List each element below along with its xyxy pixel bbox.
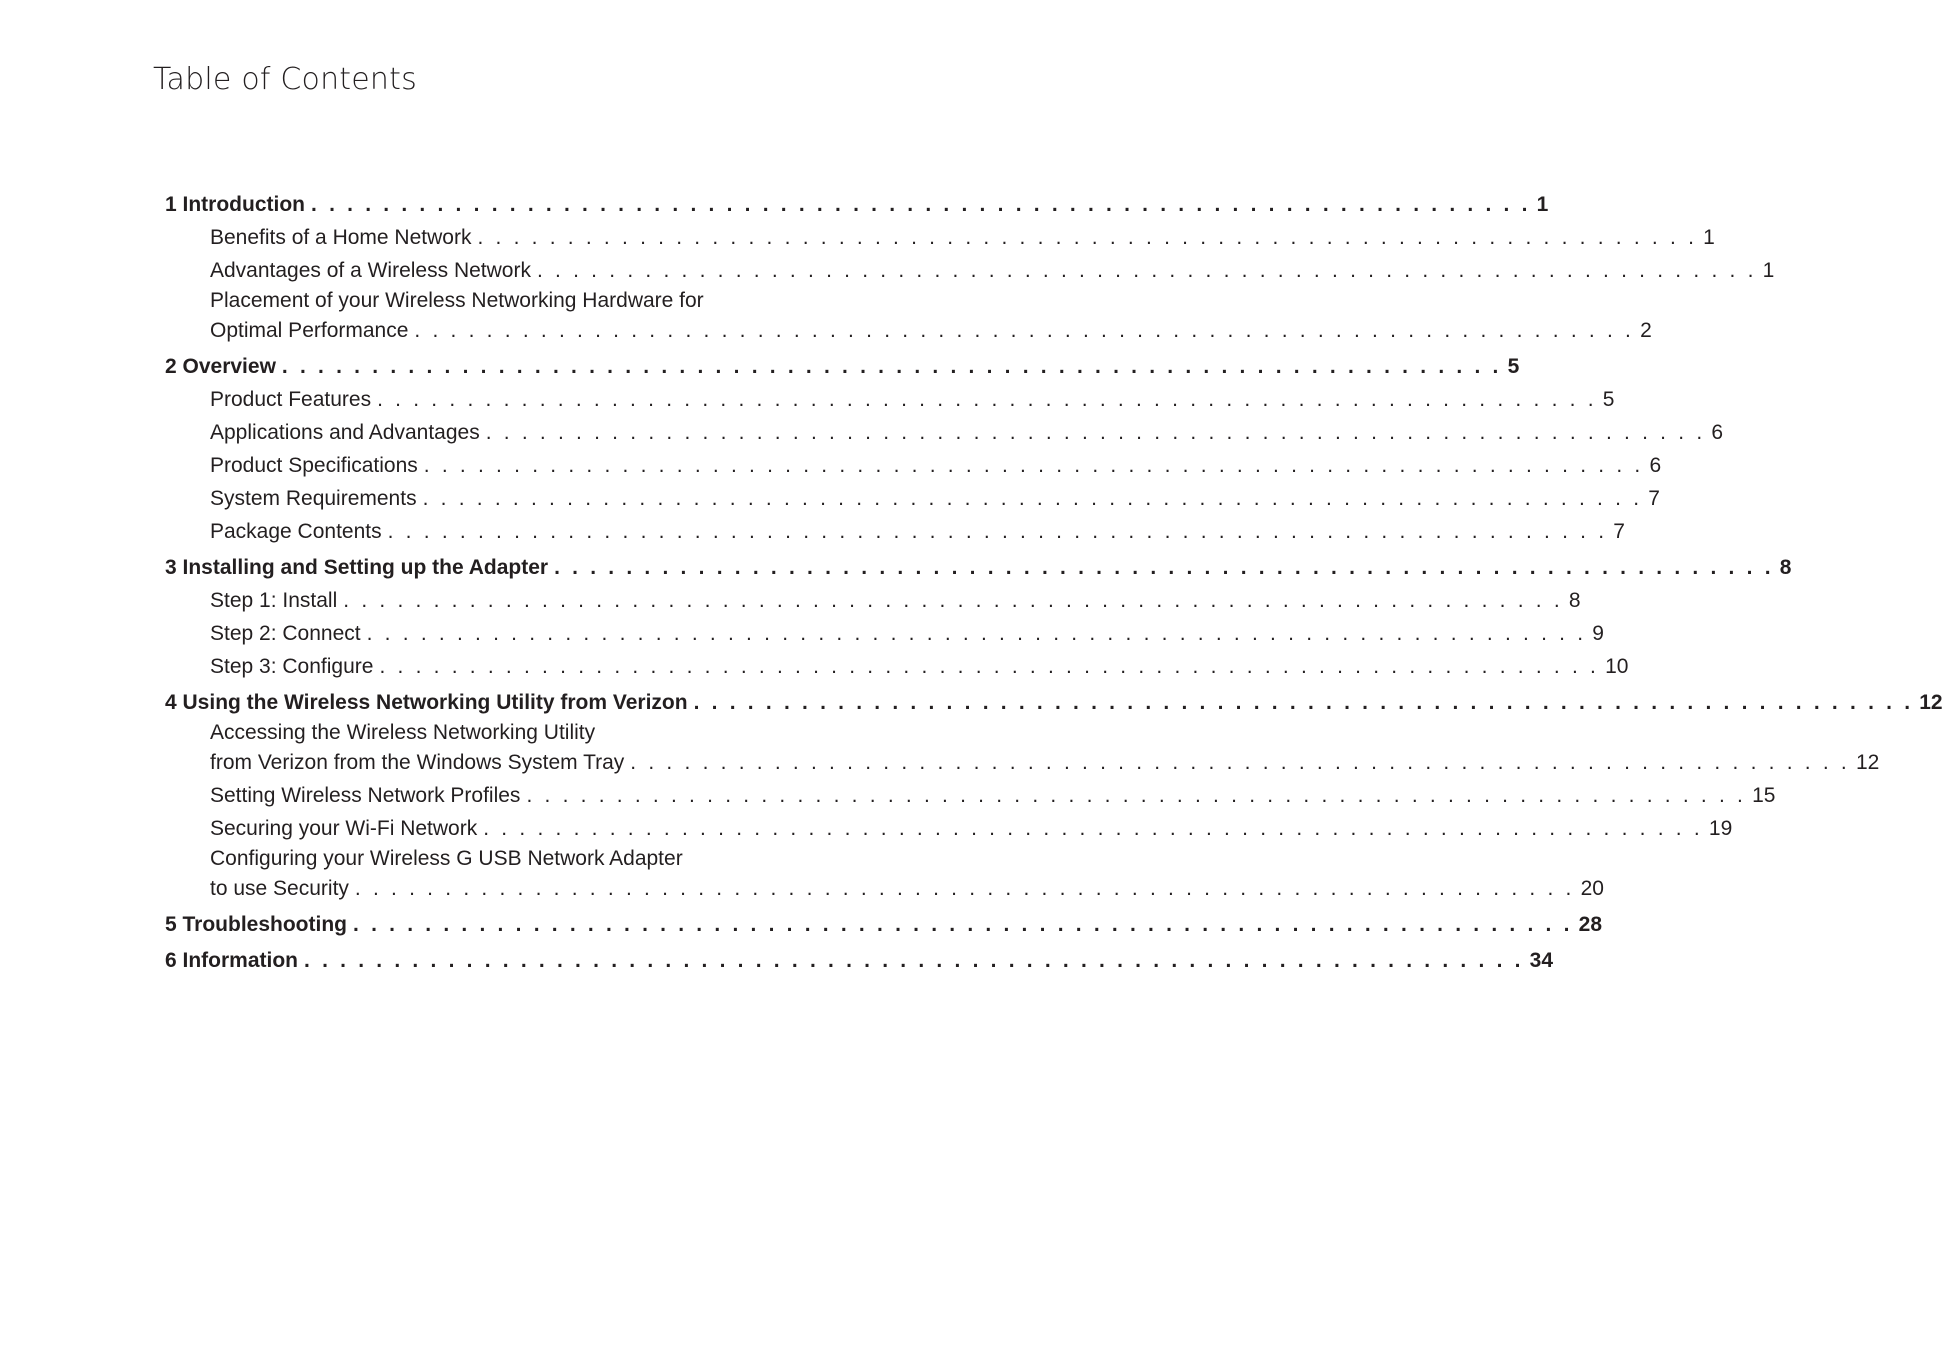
toc-entry-label: Step 2: Connect [210,622,361,645]
toc-entry-label: to use Security [210,877,349,900]
toc-section-entry[interactable] [210,845,1604,905]
toc-page-number: 15 [1752,784,1776,807]
toc-page-number: 1 [1536,193,1549,216]
dot-leader: . . . . . . . . . . . . . . . . . . . . . . . . . . . . . . . . . . . . . . . . . . . . . . . . . . . . . . . . . . . . . . . . . . . . [423,454,1644,477]
dot-leader: . . . . . . . . . . . . . . . . . . . . . . . . . . . . . . . . . . . . . . . . . . . . . . . . . . . . . . . . . . . . . . . . . . . . [281,355,1502,378]
toc-section-entry[interactable] [210,719,1880,779]
toc-entry-label: 4 Using the Wireless Networking Utility from Verizon [165,691,688,714]
page-title: Table of Contents [153,62,417,97]
toc-entry-label: 3 Installing and Setting up the Adapter [165,556,549,579]
toc-entry-label-line1: Placement of your Wireless Networking Hardware for [210,289,704,312]
table-of-contents [165,188,1943,977]
toc-page-number: 5 [1602,388,1615,411]
dot-leader: . . . . . . . . . . . . . . . . . . . . . . . . . . . . . . . . . . . . . . . . . . . . . . . . . . . . . . . . . . . . . . . . . . . . [693,691,1914,714]
dot-leader: . . . . . . . . . . . . . . . . . . . . . . . . . . . . . . . . . . . . . . . . . . . . . . . . . . . . . . . . . . . . . . . . . . . . [377,388,1597,411]
toc-page-number: 1 [1762,259,1775,282]
toc-entry-label: 6 Information [165,949,299,972]
toc-entry-label: from Verizon from the Windows System Tray [210,751,625,774]
dot-leader: . . . . . . . . . . . . . . . . . . . . . . . . . . . . . . . . . . . . . . . . . . . . . . . . . . . . . . . . . . . . . . . . . . . . [422,487,1643,510]
toc-entry-label: Securing your Wi-Fi Network [210,817,478,840]
dot-leader: . . . . . . . . . . . . . . . . . . . . . . . . . . . . . . . . . . . . . . . . . . . . . . . . . . . . . . . . . . . . . . . . . . . . [304,949,1524,972]
toc-entry-label: Step 3: Configure [210,655,374,678]
toc-entry-label: Step 1: Install [210,589,338,612]
toc-section-entry[interactable] [210,254,1775,287]
toc-chapter-entry[interactable] [165,551,1792,584]
toc-section-entry[interactable] [210,449,1662,482]
dot-leader: . . . . . . . . . . . . . . . . . . . . . . . . . . . . . . . . . . . . . . . . . . . . . . . . . . . . . . . . . . . . . . . . . . . . [343,589,1563,612]
dot-leader: . . . . . . . . . . . . . . . . . . . . . . . . . . . . . . . . . . . . . . . . . . . . . . . . . . . . . . . . . . . . . . . . . . . . [485,421,1706,444]
toc-entry-label-line1: Accessing the Wireless Networking Utility [210,721,596,744]
dot-leader: . . . . . . . . . . . . . . . . . . . . . . . . . . . . . . . . . . . . . . . . . . . . . . . . . . . . . . . . . . . . . . . . . . . . [477,226,1698,249]
toc-section-entry[interactable] [210,779,1776,812]
toc-entry-label: Applications and Advantages [210,421,480,444]
toc-entry-label: Product Features [210,388,372,411]
toc-section-entry[interactable] [210,515,1625,548]
toc-section-entry[interactable] [210,383,1615,416]
toc-entry-label: Package Contents [210,520,382,543]
toc-page-number: 19 [1708,817,1733,840]
dot-leader: . . . . . . . . . . . . . . . . . . . . . . . . . . . . . . . . . . . . . . . . . . . . . . . . . . . . . . . . . . . . . . . . . . . . [536,259,1757,282]
dot-leader: . . . . . . . . . . . . . . . . . . . . . . . . . . . . . . . . . . . . . . . . . . . . . . . . . . . . . . . . . . . . . . . . . . . . [554,556,1774,579]
toc-section-entry[interactable] [210,416,1724,449]
dot-leader: . . . . . . . . . . . . . . . . . . . . . . . . . . . . . . . . . . . . . . . . . . . . . . . . . . . . . . . . . . . . . . . . . . . . [387,520,1608,543]
toc-entry-label-line1: Configuring your Wireless G USB Network Adapter [210,847,683,870]
toc-section-entry[interactable] [210,584,1581,617]
toc-section-entry[interactable] [210,221,1715,254]
toc-chapter-entry[interactable] [165,350,1520,383]
toc-entry-label: 5 Troubleshooting [165,913,347,936]
toc-page-number: 2 [1640,319,1652,342]
toc-page-number: 5 [1507,355,1520,378]
toc-page-number: 12 [1919,691,1943,714]
toc-page-number: 12 [1855,751,1880,774]
toc-entry-label: 1 Introduction [165,193,305,216]
dot-leader: . . . . . . . . . . . . . . . . . . . . . . . . . . . . . . . . . . . . . . . . . . . . . . . . . . . . . . . . . . . . . . . . . . . . [483,817,1703,840]
toc-page-number: 6 [1649,454,1662,477]
toc-page-number: 7 [1648,487,1660,510]
toc-section-entry[interactable] [210,617,1604,650]
toc-page-number: 1 [1703,226,1715,249]
dot-leader: . . . . . . . . . . . . . . . . . . . . . . . . . . . . . . . . . . . . . . . . . . . . . . . . . . . . . . . . . . . . . . . . . . . . [630,751,1850,774]
dot-leader: . . . . . . . . . . . . . . . . . . . . . . . . . . . . . . . . . . . . . . . . . . . . . . . . . . . . . . . . . . . . . . . . . . . . [526,784,1747,807]
toc-page-number: 6 [1711,421,1724,444]
dot-leader: . . . . . . . . . . . . . . . . . . . . . . . . . . . . . . . . . . . . . . . . . . . . . . . . . . . . . . . . . . . . . . . . . . . . [414,319,1635,342]
toc-entry-label: 2 Overview [165,355,276,378]
toc-entry-label: Optimal Performance [210,319,409,342]
dot-leader: . . . . . . . . . . . . . . . . . . . . . . . . . . . . . . . . . . . . . . . . . . . . . . . . . . . . . . . . . . . . . . . . . . . . [311,193,1531,216]
toc-page-number: 28 [1578,913,1603,936]
toc-chapter-entry[interactable] [165,944,1554,977]
toc-page-number: 8 [1568,589,1581,612]
toc-page-number: 7 [1613,520,1625,543]
dot-leader: . . . . . . . . . . . . . . . . . . . . . . . . . . . . . . . . . . . . . . . . . . . . . . . . . . . . . . . . . . . . . . . . . . . . [353,913,1573,936]
toc-page-number: 10 [1605,655,1629,678]
toc-entry-label: Benefits of a Home Network [210,226,472,249]
toc-section-entry[interactable] [210,812,1733,845]
dot-leader: . . . . . . . . . . . . . . . . . . . . . . . . . . . . . . . . . . . . . . . . . . . . . . . . . . . . . . . . . . . . . . . . . . . . [354,877,1575,900]
toc-section-entry[interactable] [210,650,1629,683]
toc-section-entry[interactable] [210,287,1652,347]
dot-leader: . . . . . . . . . . . . . . . . . . . . . . . . . . . . . . . . . . . . . . . . . . . . . . . . . . . . . . . . . . . . . . . . . . . . [379,655,1600,678]
toc-section-entry[interactable] [210,482,1660,515]
toc-chapter-entry[interactable] [165,908,1603,941]
toc-entry-label: Advantages of a Wireless Network [210,259,531,282]
toc-entry-label: Product Specifications [210,454,418,477]
toc-chapter-entry[interactable] [165,686,1943,719]
toc-entry-label: System Requirements [210,487,417,510]
toc-chapter-entry[interactable] [165,188,1549,221]
dot-leader: . . . . . . . . . . . . . . . . . . . . . . . . . . . . . . . . . . . . . . . . . . . . . . . . . . . . . . . . . . . . . . . . . . . . [366,622,1587,645]
toc-page-number: 8 [1779,556,1792,579]
toc-page-number: 20 [1580,877,1604,900]
toc-page-number: 9 [1592,622,1604,645]
toc-entry-label: Setting Wireless Network Profiles [210,784,521,807]
toc-page-number: 34 [1529,949,1554,972]
